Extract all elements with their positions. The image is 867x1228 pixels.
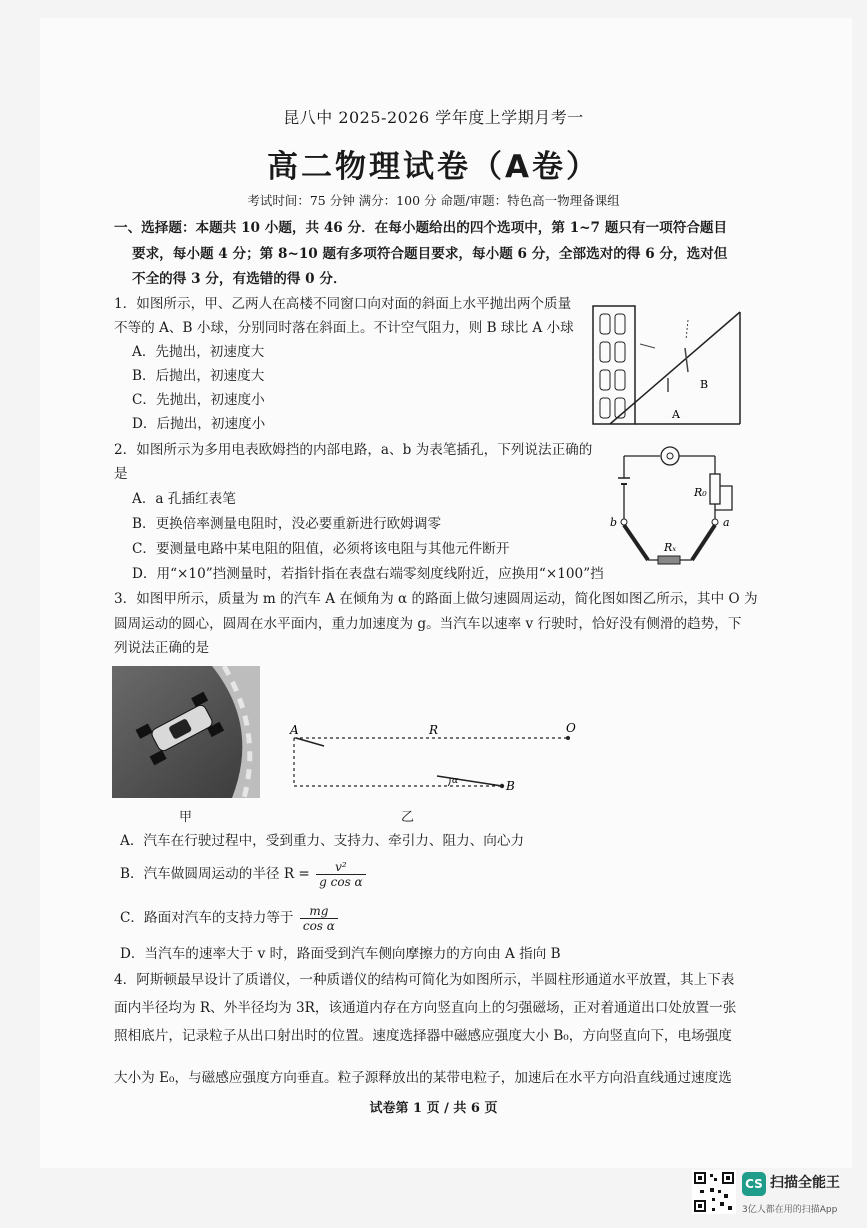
q3-fig-label-o: O xyxy=(566,721,576,735)
section-instructions-line1: 一、选择题：本题共 10 小题，共 46 分．在每小题给出的四个选项中，第 1~7 题只有一项符合题目 xyxy=(114,220,728,236)
q3-stem-line3: 列说法正确的是 xyxy=(114,640,210,656)
qr-code-icon xyxy=(692,1170,736,1214)
q2-stem-line2: 是 xyxy=(114,466,128,482)
q1-stem-line1: 1．如图所示，甲、乙两人在高楼不同窗口向对面的斜面上水平抛出两个质量 xyxy=(114,296,572,312)
q2-stem-line1: 2．如图所示为多用电表欧姆挡的内部电路，a、b 为表笔插孔，下列说法正确的 xyxy=(114,442,593,458)
q1-option-d: D．后抛出，初速度小 xyxy=(132,416,266,432)
q3-stem-line2: 圆周运动的圆心，圆周在水平面内，重力加速度为 g。当汽车以速率 v 行驶时，恰好没有侧滑的趋势，下 xyxy=(114,616,742,632)
q1-option-c: C．先抛出，初速度小 xyxy=(132,392,265,408)
q3-caption-yi: 乙 xyxy=(401,810,415,825)
q3-fig-label-r: R xyxy=(429,723,439,737)
q3-fig-label-a: A xyxy=(290,723,299,737)
q3-fig-label-alpha: α xyxy=(452,776,459,786)
q1-option-b: B．后抛出，初速度大 xyxy=(132,368,265,384)
scanner-tagline: 3亿人都在用的扫描App xyxy=(742,1205,838,1215)
q3-stem-line1: 3．如图甲所示，质量为 m 的汽车 A 在倾角为 α 的路面上做匀速圆周运动，简化图如图乙所示，其中 O 为 xyxy=(114,591,758,607)
q3-option-c-fraction xyxy=(300,904,338,933)
q3-caption-jia: 甲 xyxy=(179,810,193,825)
q3-option-c-text: C．路面对汽车的支持力等于 xyxy=(120,910,294,926)
exam-meta: 考试时间：75 分钟 满分：100 分 命题/审题：特色高一物理备课组 xyxy=(247,193,620,208)
page-footer: 试卷第 1 页 / 共 6 页 xyxy=(369,1101,498,1116)
q2-fig-label-rx: Rₓ xyxy=(664,541,677,554)
q4-line1: 4．阿斯顿最早设计了质谱仪，一种质谱仪的结构可简化为如图所示，半圆柱形通道水平放置，其上下表 xyxy=(114,972,735,988)
scanner-logo: CS xyxy=(742,1172,766,1196)
q3-race-car-photo xyxy=(112,666,260,798)
q3-option-c-denominator: cos α xyxy=(302,919,335,933)
q3-option-b-denominator: g cos α xyxy=(319,875,363,889)
exam-subtitle: 昆八中 2025-2026 学年度上学期月考一 xyxy=(283,108,584,127)
q3-fig-label-b: B xyxy=(506,779,515,793)
exam-title: 高二物理试卷（A卷） xyxy=(267,149,600,185)
section-instructions-line3: 不全的得 3 分，有选错的得 0 分． xyxy=(132,271,347,287)
q2-option-d: D．用“×10”挡测量时，若指针指在表盘右端零刻度线附近，应换用“×100”挡 xyxy=(132,566,604,582)
q1-fig-label-b: B xyxy=(700,378,709,391)
q3-option-c-numerator: mg xyxy=(300,904,338,919)
q3-option-c xyxy=(120,904,340,933)
q1-stem-line2: 不等的 A、B 小球，分别同时落在斜面上。不计空气阻力，则 B 球比 A 小球 xyxy=(114,320,574,336)
q4-line2: 面内半径均为 R、外半径均为 3R，该通道内存在方向竖直向上的匀强磁场，正对着通道出口处放置一张 xyxy=(114,1000,737,1016)
q1-building-slope-figure xyxy=(590,300,745,432)
q4-line3: 照相底片，记录粒子从出口射出时的位置。速度选择器中磁感应强度大小 B₀，方向竖直向下，电场强度 xyxy=(114,1028,732,1044)
q1-option-a: A．先抛出，初速度大 xyxy=(132,344,265,360)
q2-fig-label-b: b xyxy=(610,516,618,529)
q3-option-b-text: B．汽车做圆周运动的半径 R = xyxy=(120,866,310,882)
q2-ohmmeter-circuit-figure xyxy=(600,438,750,573)
q3-circular-motion-diagram xyxy=(282,718,592,802)
q3-option-b xyxy=(120,860,368,889)
q3-option-b-numerator: v² xyxy=(316,860,366,875)
q4-line4: 大小为 E₀，与磁感应强度方向垂直。粒子源释放出的某带电粒子，加速后在水平方向沿直线通过速度选 xyxy=(114,1070,732,1086)
q2-fig-label-r0: R₀ xyxy=(694,486,707,499)
q2-option-a: A．a 孔插红表笔 xyxy=(132,491,236,507)
q2-option-b: B．更换倍率测量电阻时，没必要重新进行欧姆调零 xyxy=(132,516,442,532)
q1-fig-label-a: A xyxy=(672,408,680,421)
q3-option-b-fraction xyxy=(316,860,366,889)
scanner-app-name: 扫描全能王 xyxy=(770,1175,840,1191)
q2-fig-label-a: a xyxy=(723,516,730,529)
q2-option-c: C．要测量电路中某电阻的阻值，必须将该电阻与其他元件断开 xyxy=(132,541,510,557)
section-instructions-line2: 要求，每小题 4 分；第 8~10 题有多项符合题目要求，每小题 6 分，全部选对的得 6 分，选对但 xyxy=(132,246,728,262)
q3-option-a: A．汽车在行驶过程中，受到重力、支持力、牵引力、阻力、向心力 xyxy=(120,833,525,849)
q3-option-d: D．当汽车的速率大于 v 时，路面受到汽车侧向摩擦力的方向由 A 指向 B xyxy=(120,946,561,962)
